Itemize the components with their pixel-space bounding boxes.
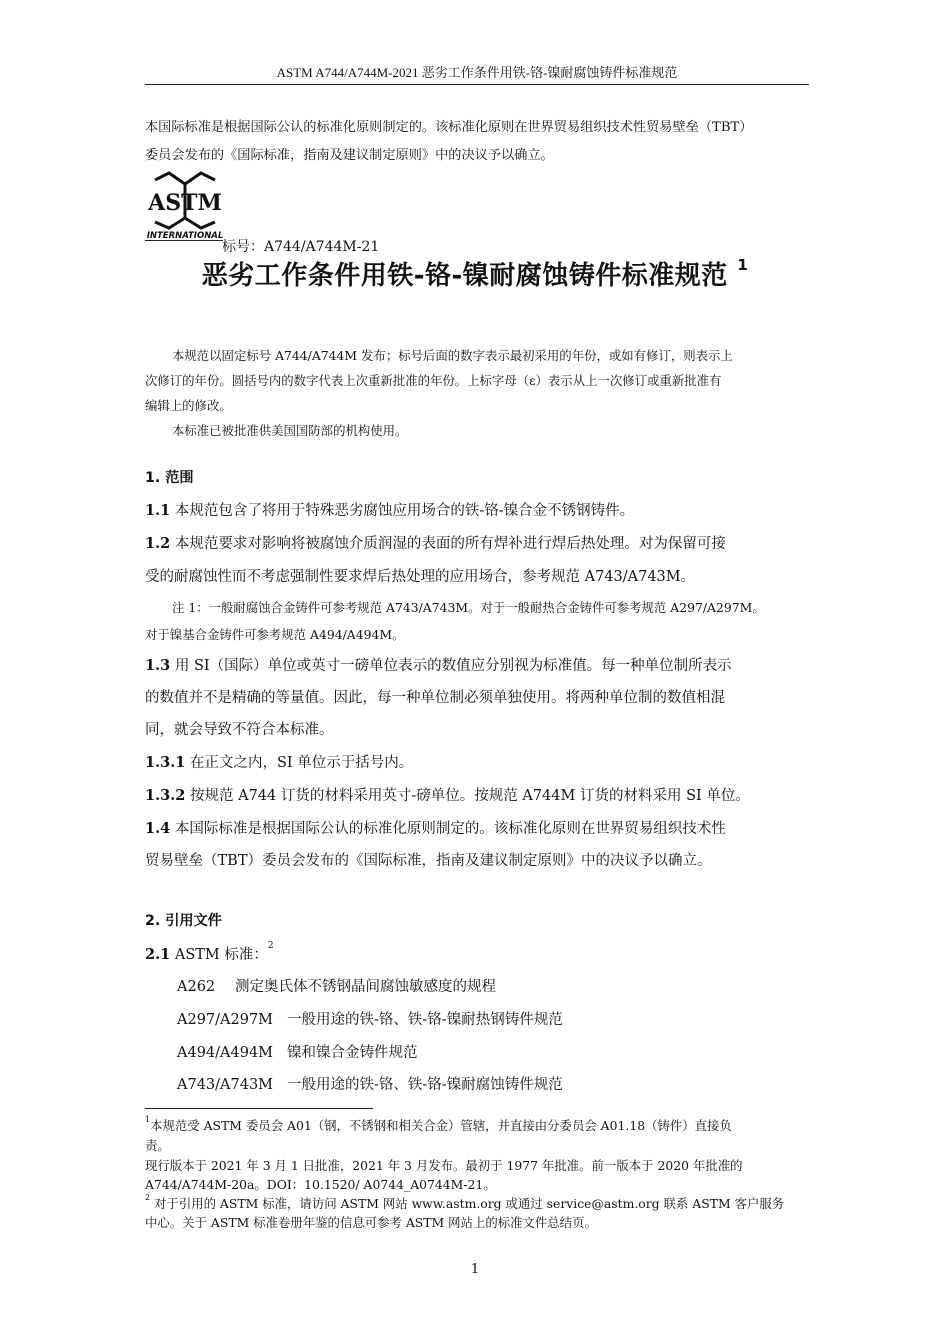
para-1-3-2 (145, 784, 750, 805)
para-1-3-2-number: 1.3.2 (145, 787, 186, 804)
intro-line-1: 本国际标准是根据国际公认的标准化原则制定的。该标准化原则在世界贸易组织技术性贸易壁垒（TBT） (145, 120, 753, 135)
footnote-rule (145, 1108, 373, 1109)
reference-code: A743/A743M (177, 1077, 274, 1093)
section-2-heading: 2. 引用文件 (145, 913, 222, 929)
section-1-heading: 1. 范围 (145, 470, 194, 486)
para-1-4 (145, 817, 726, 838)
reference-item (177, 1008, 563, 1029)
title-footnote-mark: 1 (737, 256, 749, 275)
intro-line-2: 委员会发布的《国际标准，指南及建议制定原则》中的决议予以确立。 (145, 148, 554, 163)
para-1-1-text: 本规范包含了将用于特殊恶劣腐蚀应用场合的铁-铬-镍合金不锈钢铸件。 (174, 503, 635, 519)
para-1-1 (145, 499, 634, 520)
reference-code: A262 (177, 979, 216, 995)
para-1-3-1 (145, 751, 413, 772)
para-1-2-text-2: 受的耐腐蚀性而不考虑强制性要求焊后热处理的应用场合，参考规范 A743/A743M。 (145, 569, 696, 585)
para-1-4-text-2: 贸易壁垒（TBT）委员会发布的《国际标准，指南及建议制定原则》中的决议予以确立。 (145, 853, 712, 869)
para-1-2-number: 1.2 (145, 535, 171, 552)
reference-item (177, 1041, 418, 1062)
logo-mark-text: ASTM (148, 190, 222, 216)
note-1-line-1: 注 1：一般耐腐蚀合金铸件可参考规范 A743/A743M。对于一般耐热合金铸件可参考规范 A297/A297M。 (172, 600, 765, 615)
reference-title: 一般用途的铁-铬、铁-铬-镍耐腐蚀铸件规范 (287, 1077, 563, 1093)
para-1-3-1-number: 1.3.1 (145, 754, 186, 771)
document-title (0, 255, 950, 292)
logo-underline (145, 240, 223, 241)
footnote-1-text-1: 本规范受 ASTM 委员会 A01（钢，不锈钢和相关合金）管辖，并直接由分委员会 A01.18（铸件）直接负 (150, 1118, 732, 1133)
preamble-line-1: 本规范以固定标号 A744/A744M 发布；标号后面的数字表示最初采用的年份，或如有修订，则表示上 (172, 348, 733, 363)
para-1-3-2-text: 按规范 A744 订货的材料采用英寸-磅单位。按规范 A744M 订货的材料采用 SI 单位。 (189, 788, 750, 804)
footnote-2-line-2: 中心。关于 ASTM 标准卷册年鉴的信息可参考 ASTM 网站上的标准文件总结页。 (145, 1215, 597, 1230)
page-number: 1 (470, 1262, 480, 1277)
para-2-1-text: ASTM 标准： (174, 947, 268, 963)
footnote-1-line-3: 现行版本于 2021 年 3 月 1 日批准，2021 年 3 月发布。最初于 1977 年批准。前一版本于 2020 年批准的 (145, 1158, 743, 1173)
para-1-3-1-text: 在正文之内，SI 单位示于括号内。 (189, 755, 414, 771)
preamble-line-4: 本标准已被批准供美国国防部的机构使用。 (172, 423, 408, 438)
logo-sub-text: INTERNATIONAL (147, 231, 223, 240)
footnote-2-line-1 (145, 1194, 784, 1212)
para-1-2 (145, 532, 726, 553)
note-1-line-2: 对于镍基合金铸件可参考规范 A494/A494M。 (145, 627, 405, 642)
para-2-1 (145, 943, 274, 964)
footnote-1-line-4: A744/A744M-20a。DOI：10.1520/ A0744_A0744M-21。 (145, 1177, 496, 1192)
footnote-1-line-1 (145, 1116, 732, 1134)
reference-item (177, 1073, 563, 1094)
reference-item (177, 975, 496, 996)
footnote-1-mark: 1 (145, 1114, 151, 1124)
preamble-line-2: 次修订的年份。圆括号内的数字代表上次重新批准的年份。上标字母（ε）表示从上一次修订或重新批准有 (145, 373, 722, 388)
para-1-2-text-1: 本规范要求对影响将被腐蚀介质润湿的表面的所有焊补进行焊后热处理。对为保留可接 (174, 536, 726, 552)
para-1-4-number: 1.4 (145, 820, 171, 837)
para-1-1-number: 1.1 (145, 502, 171, 519)
reference-code: A494/A494M (177, 1045, 274, 1061)
para-1-3-number: 1.3 (145, 657, 171, 674)
preamble-line-3: 编辑上的修改。 (145, 398, 232, 413)
para-2-1-footnote-mark: 2 (267, 941, 274, 952)
para-1-3-text-1: 用 SI（国际）单位或英寸一磅单位表示的数值应分别视为标准值。每一种单位制所表示 (174, 658, 732, 674)
running-header: ASTM A744/A744M-2021 恶劣工作条件用铁-铬-镍耐腐蚀铸件标准规范 (276, 65, 678, 80)
footnote-2-text-1: 对于引用的 ASTM 标准，请访问 ASTM 网站 www.astm.org 或通过 service@astm.org 联系 ASTM 客户服务 (150, 1196, 785, 1211)
header-rule (145, 84, 809, 85)
reference-title: 镍和镍合金铸件规范 (287, 1045, 418, 1061)
astm-logo (147, 170, 223, 240)
para-2-1-number: 2.1 (145, 946, 171, 963)
footnote-1-line-2: 责。 (145, 1138, 170, 1153)
title-text: 恶劣工作条件用铁-铬-镍耐腐蚀铸件标准规范 (201, 261, 728, 291)
para-1-3 (145, 654, 732, 675)
para-1-3-text-2: 的数值并不是精确的等量值。因此，每一种单位制必须单独使用。将两种单位制的数值相混 (145, 690, 725, 706)
reference-code: A297/A297M (177, 1012, 274, 1028)
reference-title: 一般用途的铁-铬、铁-铬-镍耐热钢铸件规范 (287, 1012, 563, 1028)
para-1-3-text-3: 同，就会导致不符合本标准。 (145, 722, 334, 738)
para-1-4-text-1: 本国际标准是根据国际公认的标准化原则制定的。该标准化原则在世界贸易组织技术性 (174, 821, 726, 837)
footnote-2-mark: 2 (145, 1192, 151, 1202)
reference-title: 测定奥氏体不锈钢晶间腐蚀敏感度的规程 (235, 979, 496, 995)
designation: 标号：A744/A744M-21 (222, 239, 380, 255)
